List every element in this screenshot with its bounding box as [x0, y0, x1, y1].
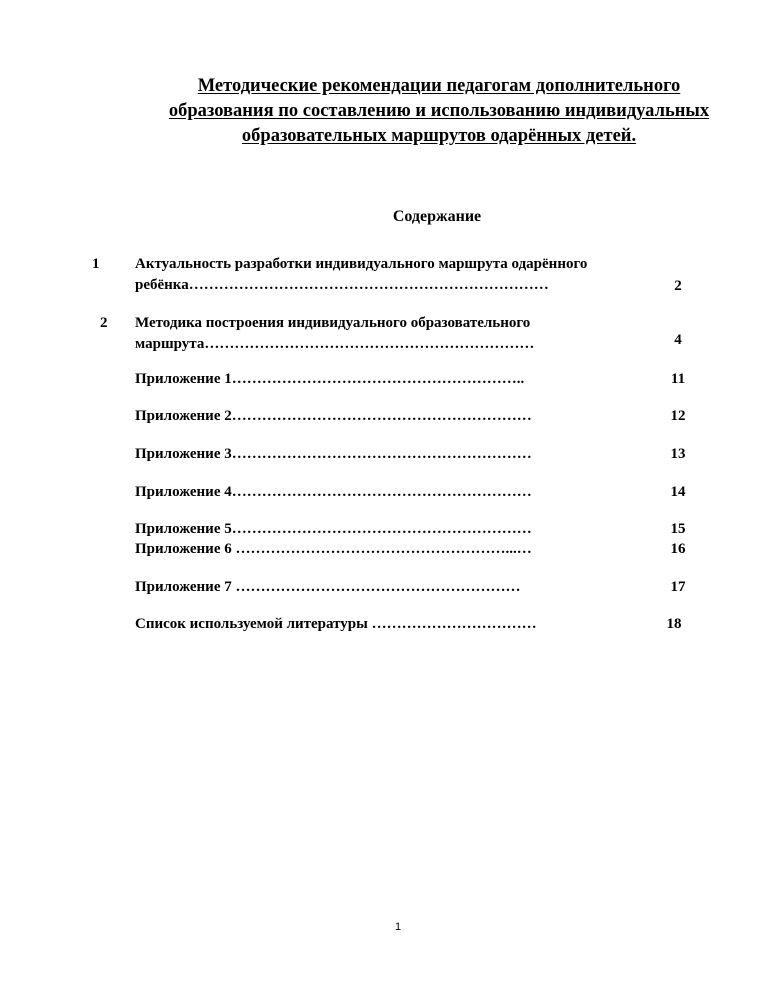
toc-entry-text[interactable]: Актуальность разработки индивидуального маршрута одарённого ребёнка………………………………………………………………: [135, 256, 588, 293]
toc-entry-page: 14: [670, 484, 686, 500]
toc-entry-text[interactable]: Список используемой литературы ……………………………: [135, 616, 537, 632]
toc-entry-text[interactable]: Приложение 7 …………………………………………………: [135, 579, 521, 595]
toc-entry-page: 4: [674, 332, 682, 348]
toc-entry-text[interactable]: Приложение 2……………………………………………………: [135, 408, 532, 424]
toc-heading: Содержание: [392, 208, 482, 225]
toc-entry-page: 12: [670, 408, 686, 424]
toc-entry-page: 17: [670, 579, 686, 595]
toc-entry-number: 2: [100, 315, 108, 331]
toc-entry-page: 2: [674, 278, 682, 294]
toc-entry-page: 18: [666, 616, 682, 632]
toc-entry-page: 16: [670, 541, 686, 557]
toc-entry-page: 15: [670, 521, 686, 537]
toc-entry-text[interactable]: Приложение 5……………………………………………………: [135, 521, 532, 537]
toc-entry-page: 11: [670, 371, 686, 387]
document-title: Методические рекомендации педагогам дополнительного образования по составлению и использованию индивидуальных образовательных маршрутов одарённых детей.: [168, 76, 710, 146]
toc-entry-number: 1: [92, 256, 100, 272]
page-number: 1: [394, 921, 402, 933]
toc-entry-text[interactable]: Приложение 1…………………………………………………..: [135, 371, 525, 387]
toc-entry-text[interactable]: Приложение 3……………………………………………………: [135, 446, 532, 462]
toc-entry-text[interactable]: Методика построения индивидуального образовательного маршрута…………………………………………………………: [135, 315, 535, 352]
toc-entry-page: 13: [670, 446, 686, 462]
toc-entry-text[interactable]: Приложение 6 ………………………………………………...…: [135, 541, 532, 557]
toc-entry-text[interactable]: Приложение 4……………………………………………………: [135, 484, 532, 500]
